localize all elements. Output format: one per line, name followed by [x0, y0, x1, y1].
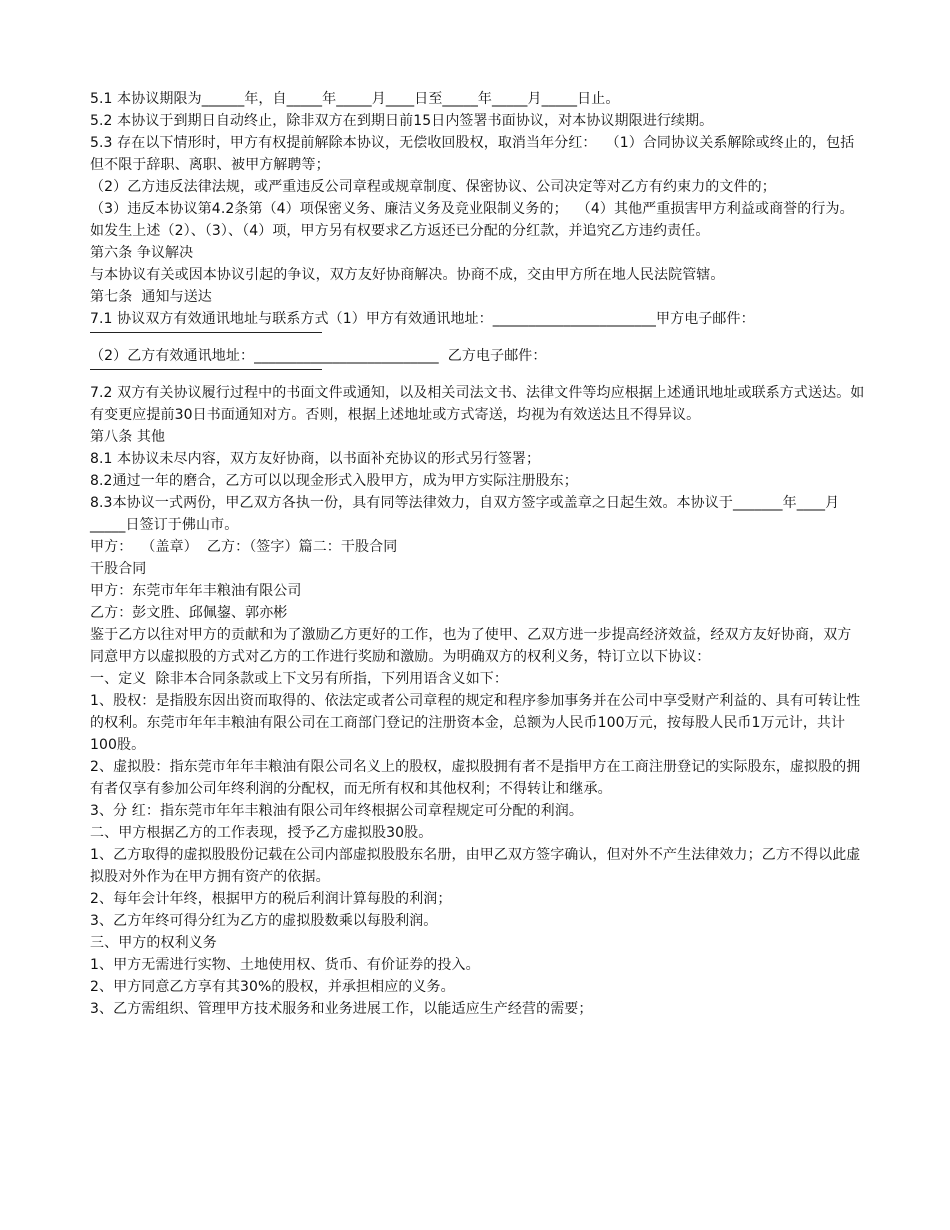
section-2-item-3: 3、乙方年终可得分红为乙方的虚拟股数乘以每股利润。 [90, 913, 438, 929]
section-3-item-2: 2、甲方同意乙方享有其30%的股权，并承担相应的义务。 [90, 979, 455, 995]
article-6-text: 与本协议有关或因本协议引起的争议，双方友好协商解决。协商不成，交由甲方所在地人民法院管辖。 [90, 267, 725, 283]
clause-5-1: 5.1 本协议期限为______年，自_____年_____月____日至_____年_____月_____日止。 [90, 91, 620, 107]
clause-5-3: 5.3 存在以下情形时，甲方有权提前解除本协议，无偿收回股权，取消当年分红： （1）合同协议关系解除或终止的，包括但不限于辞职、离职、被甲方解聘等； [90, 135, 855, 173]
clause-8-1: 8.1 本协议未尽内容，双方友好协商，以书面补充协议的形式另行签署； [90, 451, 541, 467]
section-2-item-2: 2、每年会计年终，根据甲方的税后利润计算每股的利润； [90, 891, 452, 907]
section-3-item-1: 1、甲方无需进行实物、土地使用权、货币、有价证券的投入。 [90, 957, 480, 973]
document-body [90, 88, 865, 1020]
definition-equity: 1、股权：是指股东因出资而取得的、依法定或者公司章程的规定和程序参加事务并在公司中享受财产利益的、具有可转让性的权利。东莞市年年丰粮油有限公司在工商部门登记的注册资本金，总额为人民币100万元，按每股人民币1万元计，共计100股。 [90, 693, 861, 753]
clause-5-3-item-2: （2）乙方违反法律法规，或严重违反公司章程或规章制度、保密协议、公司决定等对乙方有约束力的文件的； [90, 179, 776, 195]
signature-line: 甲方： （盖章） 乙方：（签字）篇二：干股合同 [90, 539, 398, 555]
clause-7-1-party-b: （2）乙方有效通讯地址：__________________________ 乙方电子邮件： [90, 348, 547, 364]
clause-7-1: 7.1 协议双方有效通讯地址与联系方式（1）甲方有效通讯地址：_______________________甲方电子邮件： [90, 311, 755, 327]
definition-virtual-share: 2、虚拟股：指东莞市年年丰粮油有限公司名义上的股权，虚拟股拥有者不是指甲方在工商注册登记的实际股东，虚拟股的拥有者仅享有参加公司年终利润的分配权，而无所有权和其他权利；不得转让和继承。 [90, 759, 861, 797]
contract-title: 干股合同 [90, 561, 147, 577]
preamble: 鉴于乙方以往对甲方的贡献和为了激励乙方更好的工作，也为了使甲、乙双方进一步提高经济效益，经双方友好协商，双方同意甲方以虚拟股的方式对乙方的工作进行奖励和激励。为明确双方的权利义务，特订立以下协议： [90, 627, 852, 665]
party-a: 甲方：东莞市年年丰粮油有限公司 [90, 583, 302, 599]
section-2-heading: 二、甲方根据乙方的工作表现，授予乙方虚拟股30股。 [90, 825, 433, 841]
clause-5-3-item-3-4: （3）违反本协议第4.2条第（4）项保密义务、廉洁义务及竞业限制义务的； （4）其他严重损害甲方利益或商誉的行为。 如发生上述（2）、（3）、（4）项，甲方另有权要求乙方返还已分配的分红款，并追究乙方违约责任。 [90, 201, 859, 239]
party-b-email-blank [90, 369, 322, 370]
section-1-heading: 一、定义 除非本合同条款或上下文另有所指，下列用语含义如下： [90, 671, 508, 687]
clause-8-2: 8.2通过一年的磨合，乙方可以以现金形式入股甲方，成为甲方实际注册股东； [90, 473, 578, 489]
clause-8-3: 8.3本协议一式两份，甲乙双方各执一份，具有同等法律效力，自双方签字或盖章之日起生效。本协议于_______年____月_____日签订于佛山市。 [90, 495, 840, 533]
section-3-heading: 三、甲方的权利义务 [90, 935, 217, 951]
party-b: 乙方：彭文胜、邱佩鋆、郭亦彬 [90, 605, 288, 621]
definition-dividend: 3、分 红：指东莞市年年丰粮油有限公司年终根据公司章程规定可分配的利润。 [90, 803, 583, 819]
party-a-email-blank [90, 332, 322, 333]
article-7-heading: 第七条 通知与送达 [90, 289, 212, 305]
clause-5-2: 5.2 本协议于到期日自动终止，除非双方在到期日前15日内签署书面协议，对本协议期限进行续期。 [90, 113, 714, 129]
section-3-item-3: 3、乙方需组织、管理甲方技术服务和业务进展工作，以能适应生产经营的需要； [90, 1001, 593, 1017]
article-6-heading: 第六条 争议解决 [90, 245, 194, 261]
clause-7-2: 7.2 双方有关协议履行过程中的书面文件或通知，以及相关司法文书、法律文件等均应根据上述通讯地址或联系方式送达。如有变更应提前30日书面通知对方。否则，根据上述地址或方式寄送，均视为有效送达且不得异议。 [90, 385, 865, 423]
section-2-item-1: 1、乙方取得的虚拟股股份记载在公司内部虚拟股股东名册，由甲乙双方签字确认，但对外不产生法律效力；乙方不得以此虚拟股对外作为在甲方拥有资产的依据。 [90, 847, 861, 885]
article-8-heading: 第八条 其他 [90, 429, 166, 445]
